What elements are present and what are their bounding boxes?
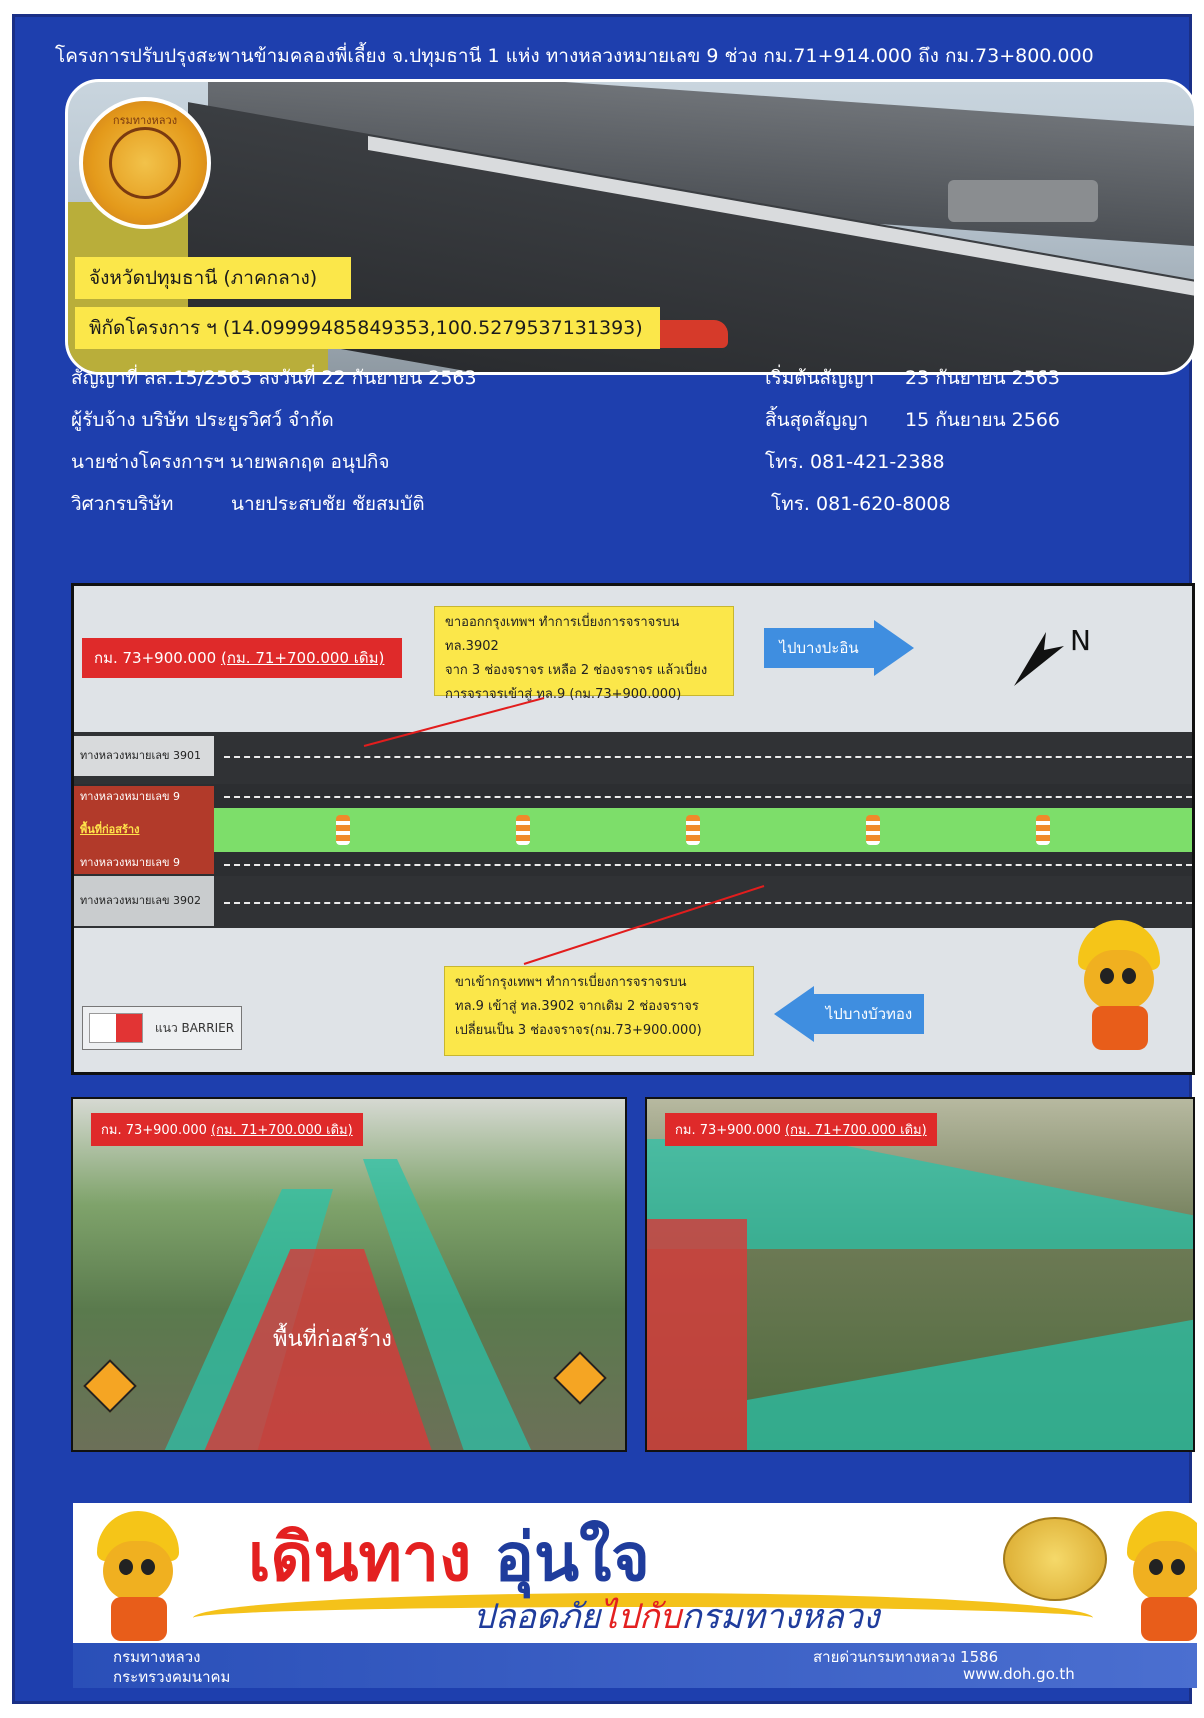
company-engineer-label: วิศวกรบริษัท: [71, 493, 174, 515]
slogan-blue: อุ่นใจ: [494, 1518, 650, 1596]
province-tag: จังหวัดปทุมธานี (ภาคกลาง): [75, 257, 351, 299]
station-old: (กม. 71+700.000 เดิม): [220, 649, 385, 667]
mascot-eye: [1149, 1559, 1163, 1575]
contract-number: สัญญาที่ สส.15/2563 ลงวันที่ 22 กันยายน 2563: [71, 367, 477, 389]
slogan-sub-part: ปลอดภัย: [473, 1597, 601, 1637]
aerial-photo-left: [71, 1097, 627, 1452]
mascot-face: [1084, 950, 1154, 1010]
contract-end-label: สิ้นสุดสัญญา: [765, 409, 869, 431]
truck-illustration: [948, 180, 1098, 222]
warning-sign-icon: [83, 1359, 137, 1413]
slogan-sub-part: กรมทางหลวง: [681, 1597, 880, 1637]
direction-label: ไปบางปะอิน: [764, 628, 874, 668]
mascot-body: [1092, 1006, 1148, 1050]
station-main: กม. 73+900.000: [101, 1123, 212, 1138]
note-line: ขาออกกรุงเทพฯ ทำการเบี่ยงการจราจรบน ทล.3902: [445, 615, 680, 654]
mascot-body: [1141, 1597, 1197, 1641]
department-seal-logo: [79, 97, 211, 229]
road-name-9-top: ทางหลวงหมายเลข 9: [74, 786, 214, 808]
note-line: การจราจรเข้าสู่ ทล.9 (กม.73+900.000): [445, 687, 682, 702]
note-line: ทล.9 เข้าสู่ ทล.3902 จากเดิม 2 ช่องจราจร: [455, 999, 699, 1014]
direction-arrow-bang-bua-thong: [774, 986, 924, 1042]
mascot-body: [111, 1597, 167, 1641]
contract-end-date: 15 กันยายน 2566: [905, 409, 1061, 431]
org-name: กรมทางหลวง: [113, 1648, 201, 1666]
inbound-diversion-note: [444, 966, 754, 1056]
pointer-line-bottom: [524, 886, 764, 964]
construction-area-label: พื้นที่ก่อสร้าง: [74, 808, 214, 852]
contractor: ผู้รับจ้าง บริษัท ประยูรวิศว์ จำกัด: [71, 409, 334, 431]
mascot-character-icon: [1113, 1511, 1197, 1641]
note-line: จาก 3 ช่องจราจร เหลือ 2 ช่องจราจร แล้วเบี่ยง: [445, 663, 708, 678]
note-line: ขาเข้ากรุงเทพฯ ทำการเบี่ยงการจราจรบน: [455, 975, 687, 990]
traffic-diversion-diagram: [71, 583, 1195, 1075]
road-name-3901: ทางหลวงหมายเลข 3901: [74, 736, 214, 776]
barrier-swatch: [89, 1013, 143, 1043]
legend-label: แนว BARRIER: [155, 1021, 235, 1035]
project-title: โครงการปรับปรุงสะพานข้ามคลองพี่เลี้ยง จ.ปทุมธานี 1 แห่ง ทางหลวงหมายเลข 9 ช่วง กม.71+914.000 ถึง กม.73+800.000: [55, 45, 1094, 67]
station-old: (กม. 71+700.000 เดิม): [785, 1123, 927, 1138]
contract-start-label: เริ่มต้นสัญญา: [765, 367, 875, 389]
website-link[interactable]: www.doh.go.th: [963, 1665, 1075, 1683]
coordinates-tag: พิกัดโครงการ ฯ (14.09999485849353,100.5279537131393): [75, 307, 660, 349]
mascot-eye: [1122, 968, 1136, 984]
company-engineer-name: นายประสบชัย ชัยสมบัติ: [231, 493, 425, 515]
mascot-eye: [119, 1559, 133, 1575]
road-name-3902: ทางหลวงหมายเลข 3902: [74, 876, 214, 926]
engineer-phone: โทร. 081-421-2388: [765, 451, 945, 473]
hotline: สายด่วนกรมทางหลวง 1586: [813, 1648, 999, 1666]
north-letter: N: [1070, 624, 1091, 657]
station-old: (กม. 71+700.000 เดิม): [211, 1123, 353, 1138]
barrier-legend: [82, 1006, 242, 1050]
mascot-character-icon: [1064, 920, 1174, 1050]
arrow-left-icon: [774, 986, 814, 1042]
construction-zone-caption: พื้นที่ก่อสร้าง: [273, 1327, 392, 1352]
traffic-lane-overlay: [747, 1319, 1195, 1452]
company-engineer-phone: โทร. 081-620-8008: [771, 493, 951, 515]
photo-station-label: [665, 1113, 937, 1146]
slogan-red: เดินทาง: [248, 1518, 495, 1596]
station-main: กม. 73+900.000: [94, 649, 221, 667]
station-main: กม. 73+900.000: [675, 1123, 786, 1138]
seal-text: กรมทางหลวง: [112, 114, 178, 127]
mascot-eye: [1100, 968, 1114, 984]
mascot-character-icon: [83, 1511, 193, 1641]
photo-station-label: [91, 1113, 363, 1146]
ministry-name: กระทรวงคมนาคม: [113, 1668, 231, 1686]
slogan-sub-part: ไปกับ: [600, 1597, 682, 1637]
mascot-eye: [1171, 1559, 1185, 1575]
mascot-face: [1133, 1541, 1197, 1601]
department-seal-logo: [1003, 1517, 1107, 1601]
direction-label: ไปบางบัวทอง: [814, 994, 924, 1034]
mascot-eye: [141, 1559, 155, 1575]
slogan-banner: [73, 1503, 1197, 1688]
pointer-line-top: [364, 698, 544, 746]
banner-info-strip: [73, 1643, 1197, 1688]
contract-start-date: 23 กันยายน 2563: [905, 367, 1061, 389]
warning-sign-icon: [553, 1351, 607, 1405]
seal-emblem: [109, 127, 181, 199]
project-engineer: นายช่างโครงการฯ นายพลกฤต อนุปกิจ: [71, 451, 390, 473]
mascot-face: [103, 1541, 173, 1601]
poster: [12, 14, 1192, 1704]
construction-zone-overlay: [647, 1219, 747, 1452]
slogan-sub: [473, 1589, 879, 1643]
note-line: เปลี่ยนเป็น 3 ช่องจราจร(กม.73+900.000): [455, 1023, 702, 1038]
aerial-photo-right: [645, 1097, 1195, 1452]
road-name-9-bottom: ทางหลวงหมายเลข 9: [74, 852, 214, 874]
